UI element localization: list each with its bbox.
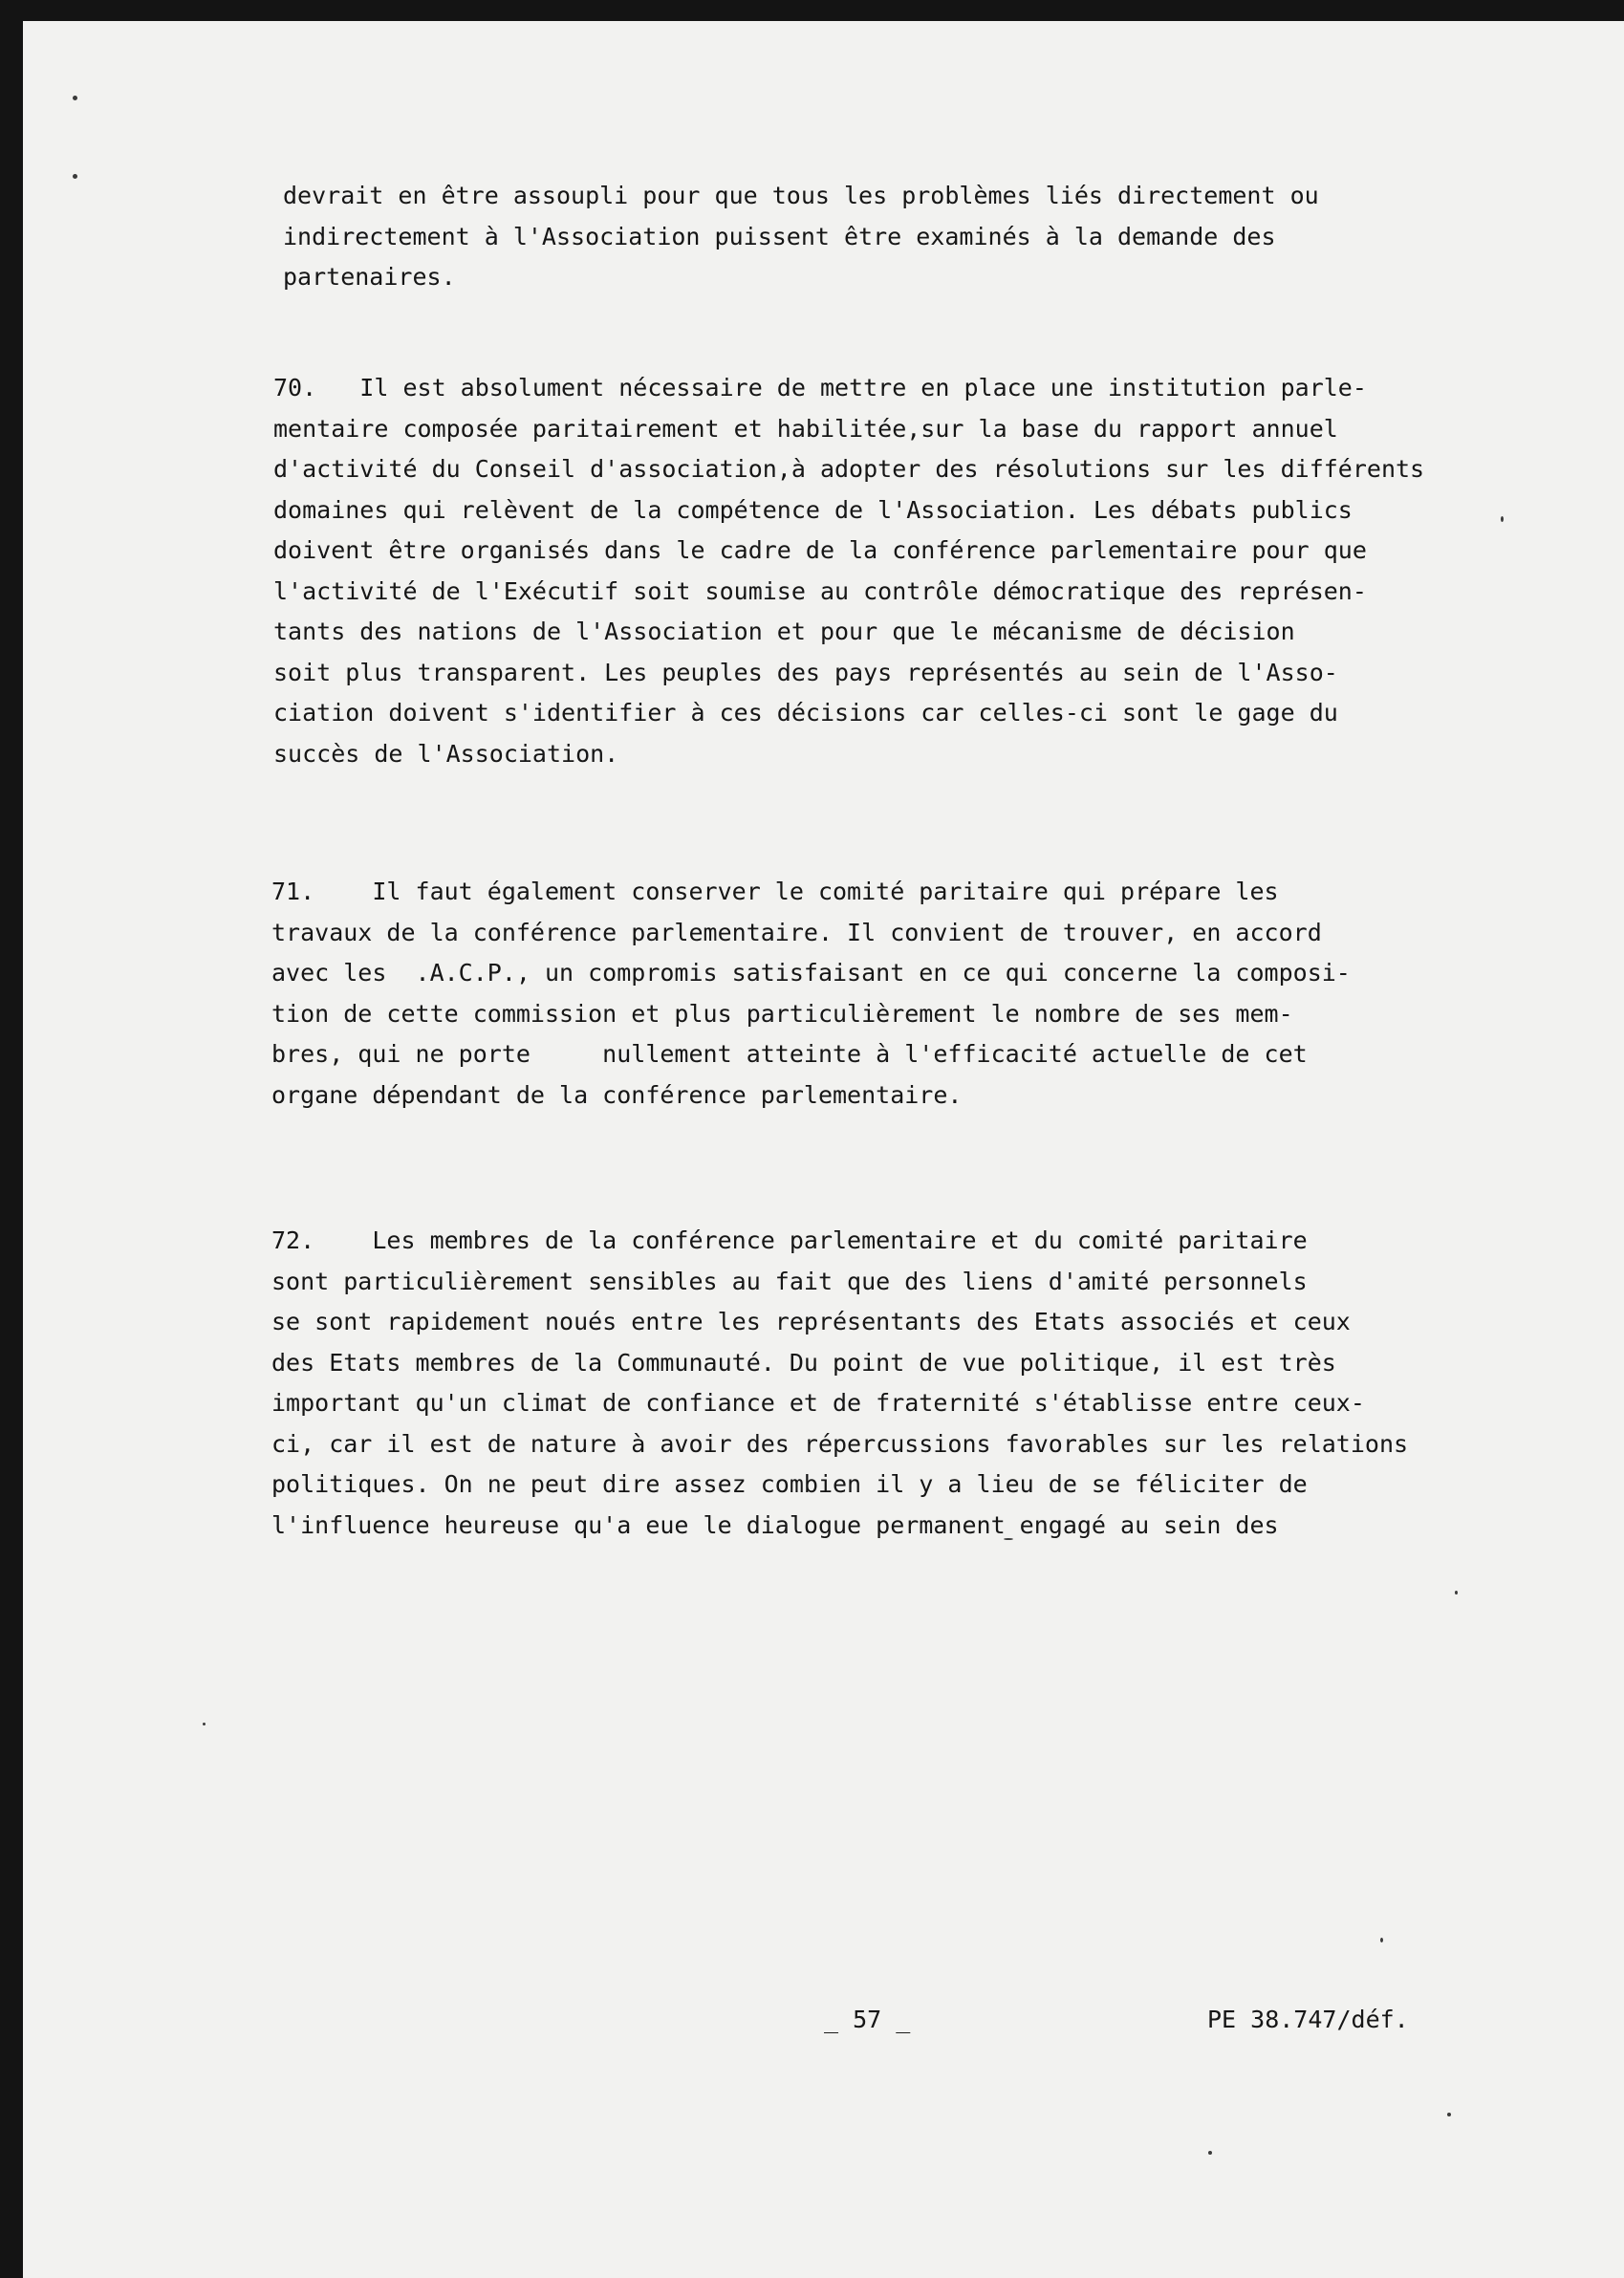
scan-speck <box>1447 2113 1451 2116</box>
scan-speck <box>1455 1591 1458 1595</box>
paragraph-71: 71. Il faut également conserver le comité paritaire qui prépare les travaux de la conférence parlementaire. Il convient de trouver, en accord avec les .A.C.P., un compromis satisfaisant en ce qui concerne la composi- tion de cette commission et plus particulièrement le nombre de ses mem- bres, qui ne porte nullement atteinte à l'efficacité actuelle de cet organe dépendant de la conférence parlementaire. <box>271 878 1351 1109</box>
scan-speck <box>203 1723 206 1725</box>
scan-speck <box>1380 1938 1383 1942</box>
document-page <box>23 21 1624 2278</box>
scan-speck <box>1501 516 1504 522</box>
scan-speck <box>73 174 77 179</box>
scan-speck <box>1208 2151 1212 2155</box>
document-reference: PE 38.747/déf. <box>1207 2006 1409 2033</box>
scan-speck <box>1004 1538 1013 1540</box>
paragraph-70: 70. Il est absolument nécessaire de mettre en place une institution parle- mentaire composée paritairement et habilitée,sur la base du rapport annuel d'activité du Conseil d'association,à adopter des résolutions sur les différents domaines qui relèvent de la compétence de l'Association. Les débats publics doivent être organisés dans le cadre de la conférence parlementaire pour que l'activité de l'Exécutif soit soumise au contrôle démocratique des représen- tants des nations de l'Association et pour que le mécanisme de décision soit plus transparent. Les peuples des pays représentés au sein de l'Asso- ciation doivent s'identifier à ces décisions car celles-ci sont le gage du succès de l'Association. <box>273 374 1425 768</box>
page-number: _ 57 _ <box>824 2006 911 2033</box>
paragraph-72: 72. Les membres de la conférence parlementaire et du comité paritaire sont particulièrement sensibles au fait que des liens d'amité personnels se sont rapidement noués entre les représentants des Etats associés et ceux des Etats membres de la Communauté. Du point de vue politique, il est très important qu'un climat de confiance et de fraternité s'établisse entre ceux- ci, car il est de nature à avoir des répercussions favorables sur les relations politiques. On ne peut dire assez combien il y a lieu de se féliciter de l'influence heureuse qu'a eue le dialogue permanent engagé au sein des <box>271 1226 1409 1539</box>
paragraph-continuation: devrait en être assoupli pour que tous les problèmes liés directement ou indirectement à l'Association puissent être examinés à la demande des partenaires. <box>283 182 1319 291</box>
scan-speck <box>73 96 77 100</box>
